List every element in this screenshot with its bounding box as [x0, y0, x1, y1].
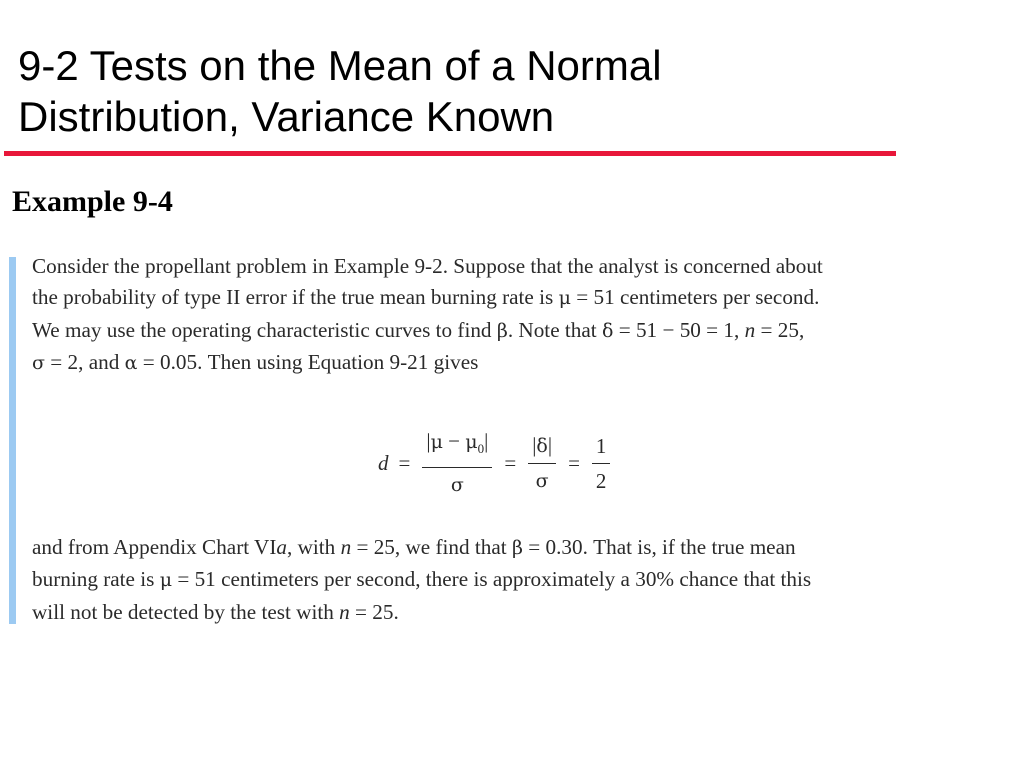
- example-side-bar: [9, 257, 16, 624]
- paragraph-1-line-3: [32, 315, 1012, 347]
- abs-bar: |: [532, 433, 537, 457]
- text-run: , with: [287, 535, 341, 559]
- slide-title: [18, 40, 898, 142]
- paragraph-1-line-2: [32, 282, 1012, 314]
- beta-symbol: β: [511, 537, 523, 559]
- text-run: burning rate is: [32, 567, 160, 592]
- fraction-delta-over-sigma: [528, 431, 556, 495]
- example-paragraph-2: [32, 532, 1012, 628]
- fraction-denominator: σ: [422, 467, 492, 499]
- delta-symbol: δ: [536, 435, 548, 457]
- fraction-denominator: σ: [528, 463, 556, 495]
- text-run: = 25.: [349, 599, 399, 624]
- text-run: = 0.05. Then using Equation 9-21 gives: [137, 349, 479, 374]
- abs-bar: |: [426, 429, 431, 454]
- equals-sign: =: [568, 450, 580, 475]
- mu-symbol: μ: [159, 569, 173, 592]
- text-run: will not be detected by the test with: [32, 599, 340, 624]
- example-paragraph-1: [32, 251, 1012, 379]
- effect-size-equation: [378, 426, 612, 500]
- text-run: = 0.30. That is, if the true mean: [522, 535, 796, 559]
- fraction-denominator: 2: [592, 463, 611, 495]
- text-run: = 51 centimeters per second, there is approximately a 30% chance that this: [172, 567, 812, 592]
- paragraph-2-line-3: [32, 597, 1012, 628]
- alpha-symbol: α: [124, 351, 138, 374]
- text-run: = 25,: [755, 317, 805, 342]
- paragraph-1-line-4: [32, 347, 1012, 379]
- equals-sign: =: [398, 450, 411, 475]
- fraction-numerator: [422, 427, 492, 466]
- paragraph-2-line-2: [32, 564, 1012, 596]
- text-run: . Note that: [507, 317, 602, 342]
- text-run: = 2, and: [44, 349, 125, 374]
- sigma-symbol: σ: [32, 351, 45, 374]
- text-run: and from Appendix Chart VI: [32, 535, 277, 559]
- fraction-numerator: [528, 431, 556, 463]
- slide-title-line-2: Distribution, Variance Known: [18, 93, 555, 140]
- text-run: = 51 − 50 = 1,: [613, 317, 745, 342]
- fraction-one-half: [592, 432, 611, 495]
- subscript-zero: 0: [477, 441, 485, 457]
- example-heading: Example 9-4: [12, 185, 173, 218]
- minus-sign: −: [442, 429, 466, 454]
- equals-sign: =: [504, 450, 517, 475]
- abs-bar: |: [547, 433, 553, 457]
- fraction-mu-diff-over-sigma: [422, 427, 492, 498]
- mu-symbol: μ: [558, 287, 571, 310]
- n-variable: n: [340, 535, 352, 559]
- text-run: We may use the operating characteristic curves to find: [32, 317, 497, 342]
- text-run: = 51 centimeters per second.: [570, 285, 820, 310]
- n-variable: n: [339, 599, 350, 624]
- text-run: the probability of type II error if the true mean burning rate is: [32, 285, 559, 310]
- equation-lhs-d: d: [378, 450, 389, 475]
- paragraph-1-line-1: [32, 251, 1012, 282]
- beta-symbol: β: [496, 319, 508, 342]
- abs-bar: |: [484, 429, 489, 454]
- title-underline-rule: [4, 151, 896, 156]
- italic-a: a: [276, 535, 287, 559]
- n-variable: n: [744, 317, 756, 342]
- mu-symbol: μ: [430, 431, 443, 454]
- text-run: Consider the propellant problem in Example 9-2. Suppose that the analyst is concerned about: [32, 254, 823, 278]
- delta-symbol: δ: [601, 319, 614, 342]
- fraction-numerator: 1: [595, 433, 607, 458]
- paragraph-2-line-1: [32, 532, 1012, 564]
- mu-symbol: μ: [465, 431, 478, 454]
- text-run: = 25, we find that: [351, 535, 512, 559]
- slide-title-line-1: 9-2 Tests on the Mean of a Normal: [18, 42, 662, 89]
